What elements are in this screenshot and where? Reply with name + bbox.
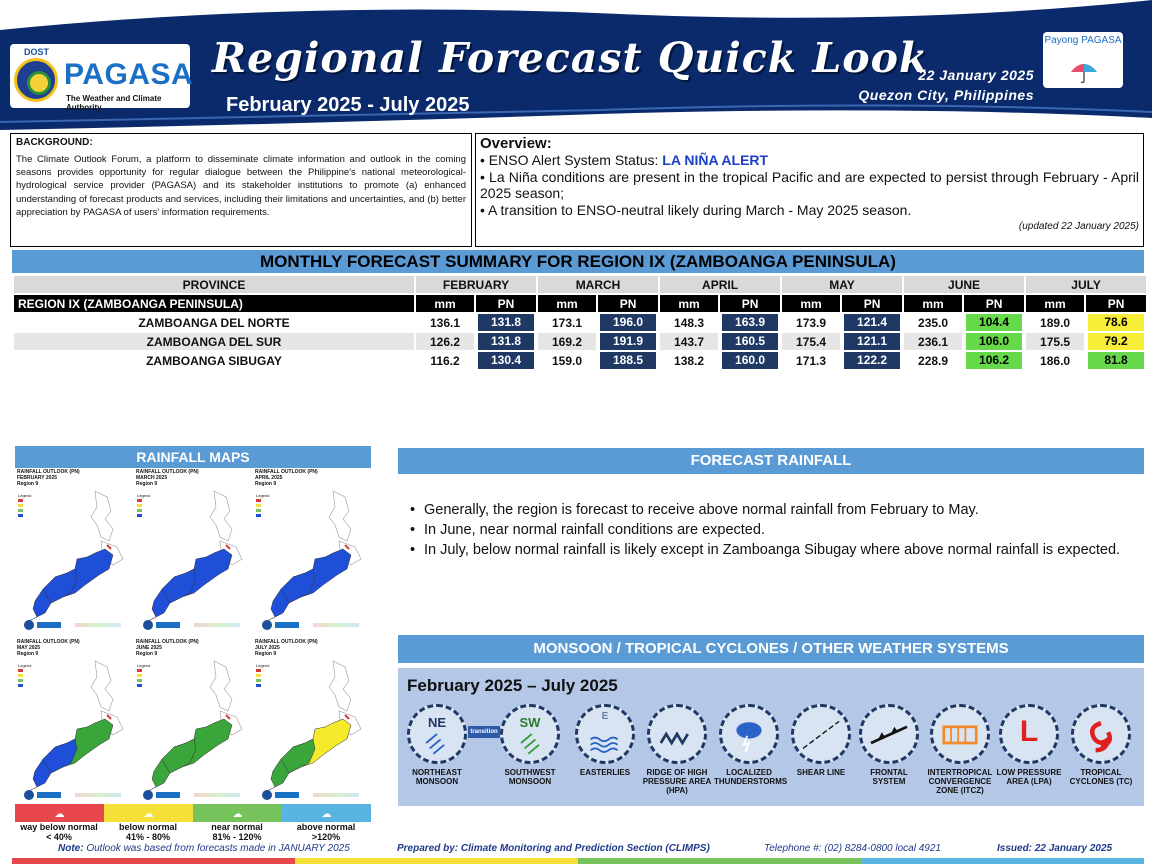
pn-value: 122.2 [844,352,900,369]
map-caption: RAINFALL OUTLOOK (PN) [255,469,318,475]
rainfall-scale-legend [15,804,371,822]
enso-status-value: LA NIÑA ALERT [662,152,769,168]
pn-value: 160.5 [722,333,778,350]
page-header [0,0,1152,130]
mm-header: mm [416,295,474,312]
map-region: Region 9 [136,481,158,487]
pn-cell [720,333,780,350]
map-legend-label: Legend [256,493,270,498]
mm-value: 148.3 [674,315,705,330]
weather-systems-title: MONSOON / TROPICAL CYCLONES / OTHER WEATHER SYSTEMS [398,635,1144,663]
pn-cell [842,314,902,331]
map-month: FEBRUARY 2025 [17,475,58,481]
map-legend-label: Legend [18,663,32,668]
list-item: • Generally, the region is forecast to receive above normal rainfall from February to May. [408,500,1134,520]
agency-name: PAGASA [64,58,194,91]
mm-header: mm [1026,295,1084,312]
month-header: APRIL [660,276,780,293]
pn-cell [476,352,536,369]
map-legend-label: Legend [18,493,32,498]
issue-place: Quezon City, Philippines [858,87,1034,103]
pn-cell [476,333,536,350]
month-header: JULY [1026,276,1146,293]
system-label: INTERTROPICAL CONVERGENCE ZONE (ITCZ) [927,768,993,795]
rainfall-map [134,469,252,634]
mm-value: 236.1 [904,333,962,350]
map-legend-label: Legend [137,663,151,668]
shear-line-icon [791,704,851,764]
month-header-row [14,276,1146,293]
pn-cell [598,352,658,369]
tropical-cyclone-icon [1071,704,1131,764]
map-month: MARCH 2025 [136,475,168,481]
mm-value: 136.1 [429,315,461,330]
overview-updated: (updated 22 January 2025) [1018,221,1139,232]
map-graphic [253,659,371,804]
overview-item: • A transition to ENSO-neutral likely during March - May 2025 season. [480,201,912,218]
system-label: EASTERLIES [579,768,631,777]
forecast-period: February 2025 - July 2025 [226,94,470,116]
system-abbreviation: E [601,711,609,722]
note-label: Note: [58,843,84,854]
mm-value: 173.1 [552,315,583,330]
map-caption: RAINFALL OUTLOOK (PN) [17,469,80,475]
pn-value: 106.2 [966,352,1022,369]
summary-title: MONTHLY FORECAST SUMMARY FOR REGION IX (ZAMBOANGA PENINSULA) [12,250,1144,273]
map-region: Region 9 [136,651,158,657]
footer-color-bar [12,858,1144,864]
ridge-icon [647,704,707,764]
table-row [14,333,1146,350]
weather-system [854,704,924,786]
rainfall-map [15,639,133,804]
map-region: Region 9 [255,481,277,487]
scale-label [103,822,193,842]
pn-cell [964,314,1024,331]
forecast-rainfall-list [408,500,1134,560]
pn-value: 196.0 [600,314,656,331]
region-label: REGION IX (ZAMBOANGA PENINSULA) [14,295,414,312]
scale-category: below normal [118,822,177,832]
list-item: • In June, near normal rainfall conditions are expected. [408,520,1134,540]
itcz-icon [930,704,990,764]
issued-date: Issued: 22 January 2025 [997,843,1113,854]
telephone: Telephone #: (02) 8284-0800 local 4921 [764,843,941,854]
pn-cell [598,314,658,331]
weather-system [925,704,995,795]
month-header: FEBRUARY [416,276,536,293]
prepared-by: Prepared by: Climate Monitoring and Prediction Section (CLIMPS) [397,843,710,854]
pn-value: 121.1 [844,333,900,350]
mm-header: mm [782,295,840,312]
scale-category: way below normal [20,822,98,832]
pagasa-seal-icon [14,58,58,102]
forecast-rainfall-title: FORECAST RAINFALL [398,448,1144,474]
system-label: NORTHEAST MONSOON [412,768,462,786]
unit-header-row [14,295,1146,312]
payong-title: Payong PAGASA [1044,35,1122,46]
map-legend-label: Legend [256,663,270,668]
map-caption: RAINFALL OUTLOOK (PN) [136,639,199,645]
map-graphic [134,489,252,634]
system-label: FRONTAL SYSTEM [870,768,908,786]
scale-category: above normal [296,822,356,832]
pn-cell [720,352,780,369]
pn-cell [720,314,780,331]
map-month: JULY 2025 [255,645,280,651]
weather-systems-panel [398,668,1144,806]
pn-value: 130.4 [478,352,534,369]
rainfall-map [15,469,133,634]
system-label: LOCALIZED THUNDERSTORMS [714,768,788,786]
payong-pagasa-logo [1043,32,1123,88]
month-header: JUNE [904,276,1024,293]
transition-label: transition [470,729,498,735]
mm-value: 228.9 [918,353,949,368]
umbrella-icon [1069,60,1099,84]
scale-label [14,822,104,842]
map-legend-label: Legend [137,493,151,498]
map-region: Region 9 [17,481,39,487]
map-region: Region 9 [255,651,277,657]
pn-header: PN [1086,295,1146,312]
system-label: SHEAR LINE [796,768,846,777]
list-item: • In July, below normal rainfall is likely except in Zamboanga Sibugay where above normal rainfall is expected. [408,540,1134,560]
province-header: PROVINCE [14,276,414,293]
province-name: ZAMBOANGA DEL SUR [14,333,414,350]
pn-header: PN [476,295,536,312]
pn-value: 106.0 [966,333,1022,350]
system-label: TROPICAL CYCLONES (TC) [1069,768,1133,786]
weather-system [1066,704,1136,786]
map-graphic [15,489,133,634]
northeast-monsoon-icon [407,704,467,764]
scale-range: < 40% [46,832,72,842]
pn-header: PN [842,295,902,312]
issue-date: 22 January 2025 [918,67,1034,83]
forecast-summary-table [12,274,1148,371]
weather-system [402,704,472,786]
province-name: ZAMBOANGA DEL NORTE [138,315,290,330]
background-text: The Climate Outlook Forum, a platform to disseminate climate information and outlook in the coming seasons provides opportunity for regular dialogue between the Philippine's national meteorological-hydrological service provider (PAGASA) and its stakeholder institutions to promote (a) enhanced understanding of forecast products and services, including their limitations and uncertainties, and (b) better appreciation by PAGASA of users' information requirements. [16,154,466,218]
note-text: Outlook was based from forecasts made in JANUARY 2025 [83,843,350,854]
thunderstorm-icon [719,704,779,764]
weather-system [786,704,856,777]
rain-cloud-icon: ☁ [143,809,154,820]
page-title: Regional Forecast Quick Look [212,34,929,82]
dost-label: DOST [24,47,50,57]
weather-system [570,704,640,777]
pn-value: 188.5 [600,352,656,369]
mm-value: 169.2 [538,333,596,350]
southwest-monsoon-icon [500,704,560,764]
overview-section [475,133,1144,247]
weather-system [642,704,712,795]
pn-header: PN [598,295,658,312]
system-abbreviation: NE [427,715,447,730]
month-header: MAY [782,276,902,293]
pn-value: 131.8 [478,333,534,350]
pn-value: 163.9 [722,314,778,331]
mm-value: 116.2 [430,353,460,368]
pn-value: 191.9 [600,333,656,350]
scale-label [281,822,371,842]
map-month: JUNE 2025 [136,645,162,651]
overview-heading: Overview: [480,135,552,152]
weather-system [994,704,1064,786]
enso-status [480,152,1139,169]
mm-value: 175.5 [1026,333,1084,350]
map-graphic [15,659,133,804]
pn-cell [964,333,1024,350]
pn-value: 78.6 [1088,314,1144,331]
pn-value: 104.4 [966,314,1022,331]
map-graphic [134,659,252,804]
mm-value: 159.0 [552,353,583,368]
mm-value: 126.2 [416,333,474,350]
table-row [14,352,1146,369]
mm-header: mm [904,295,962,312]
mm-value: 186.0 [1040,353,1071,368]
pn-value: 81.8 [1088,352,1144,369]
scale-range: 41% - 80% [125,832,171,842]
pn-cell [964,352,1024,369]
overview-item: • La Niña conditions are present in the tropical Pacific and are expected to persist through February - April 2025 season; [480,168,1139,201]
map-graphic [253,489,371,634]
weather-system [495,704,565,786]
rain-cloud-icon: ☁ [54,809,65,820]
map-caption: RAINFALL OUTLOOK (PN) [17,639,80,645]
pagasa-logo [10,44,194,112]
background-heading: BACKGROUND: [16,137,93,148]
province-name: ZAMBOANGA SIBUGAY [146,353,282,368]
mm-value: 175.4 [782,333,840,350]
mm-value: 189.0 [1040,315,1071,330]
pn-cell [1086,314,1146,331]
pn-value: 121.4 [844,314,900,331]
rainfall-map [253,469,371,634]
rainfall-maps [15,469,371,805]
map-caption: RAINFALL OUTLOOK (PN) [136,469,199,475]
map-month: APRIL 2025 [255,475,283,481]
mm-value: 171.3 [796,353,827,368]
pn-value: 131.8 [478,314,534,331]
scale-category: near normal [211,822,263,832]
mm-header: mm [538,295,596,312]
agency-tagline: The Weather and Climate Authority [66,94,162,112]
scale-range: >120% [311,832,341,842]
pn-cell [476,314,536,331]
frontal-system-icon [859,704,919,764]
low-pressure-icon [999,704,1059,764]
month-header: MARCH [538,276,658,293]
pn-value: 79.2 [1088,333,1144,350]
pn-cell [1086,333,1146,350]
map-caption: RAINFALL OUTLOOK (PN) [255,639,318,645]
mm-value: 138.2 [674,353,705,368]
mm-value: 173.9 [796,315,827,330]
rainfall-maps-title: RAINFALL MAPS [15,446,371,468]
mm-value: 143.7 [660,333,718,350]
rain-cloud-icon: ☁ [232,809,243,820]
enso-status-label: • ENSO Alert System Status: [480,152,663,168]
scale-range: 81% - 120% [212,832,262,842]
pn-header: PN [964,295,1024,312]
pn-value: 160.0 [722,352,778,369]
system-label: SOUTHWEST MONSOON [504,768,556,786]
pn-cell [1086,352,1146,369]
system-abbreviation: SW [519,715,541,730]
easterlies-icon [575,704,635,764]
pn-cell [842,333,902,350]
mm-value: 235.0 [918,315,949,330]
rainfall-map [134,639,252,804]
rain-cloud-icon: ☁ [321,809,332,820]
table-row [14,314,1146,331]
scale-label [192,822,282,842]
rainfall-map [253,639,371,804]
mm-header: mm [660,295,718,312]
background-section [10,133,472,247]
system-label: LOW PRESSURE AREA (LPA) [996,768,1062,786]
pn-header: PN [720,295,780,312]
weather-systems-period: February 2025 – July 2025 [407,676,618,695]
transition-arrow [468,726,500,738]
map-region: Region 9 [17,651,39,657]
pn-cell [598,333,658,350]
system-label: RIDGE OF HIGH PRESSURE AREA (HPA) [642,768,712,795]
map-month: MAY 2025 [17,645,41,651]
pn-cell [842,352,902,369]
system-abbreviation: L [1019,715,1039,748]
weather-system [714,704,788,786]
